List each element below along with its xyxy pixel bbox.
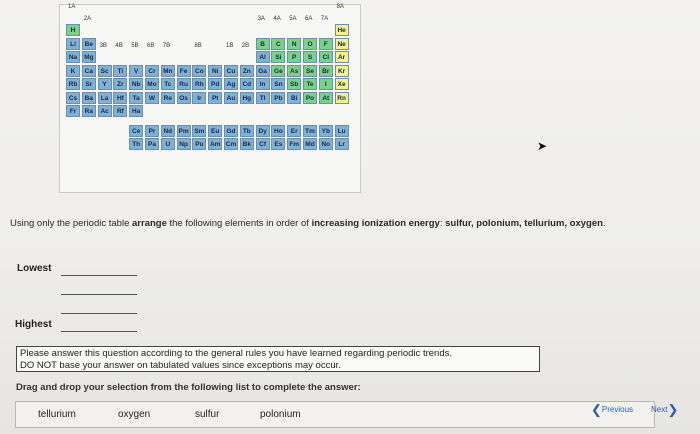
element-be: Be	[82, 38, 96, 50]
element-si: Si	[271, 51, 285, 63]
element-lr: Lr	[335, 138, 349, 150]
element-h: H	[66, 24, 80, 36]
element-dy: Dy	[256, 125, 270, 137]
answer-slot-4[interactable]	[61, 331, 137, 332]
element-ta: Ta	[129, 92, 143, 104]
question-text: Using only the periodic table arrange the following elements in order of increasing ionization energy: sulfur, polonium, tellurium, oxygen.	[10, 218, 606, 229]
element-ag: Ag	[224, 78, 238, 90]
group-label-g1: 1A	[68, 4, 76, 10]
group-label-t11: 1B	[226, 43, 234, 49]
element-cu: Cu	[224, 65, 238, 77]
element-tb: Tb	[240, 125, 254, 137]
element-at: At	[319, 92, 333, 104]
element-cs: Cs	[66, 92, 80, 104]
group-label-t7: 7B	[162, 43, 171, 49]
element-y: Y	[98, 78, 112, 90]
previous-button[interactable]: ❮Previous	[591, 402, 634, 417]
element-hf: Hf	[113, 92, 127, 104]
element-cr: Cr	[145, 65, 159, 77]
element-te: Te	[303, 78, 317, 90]
element-th: Th	[129, 138, 143, 150]
element-cd: Cd	[240, 78, 254, 90]
answer-options-tray	[15, 401, 655, 428]
element-zr: Zr	[113, 78, 127, 90]
element-rh: Rh	[192, 78, 206, 90]
element-pb: Pb	[271, 92, 285, 104]
element-fm: Fm	[287, 138, 301, 150]
element-po: Po	[303, 92, 317, 104]
group-label-t5: 5B	[131, 43, 139, 49]
group-label-g2: 2A	[83, 16, 92, 22]
element-in: In	[256, 78, 270, 90]
element-md: Md	[303, 138, 317, 150]
element-ac: Ac	[98, 105, 112, 117]
instruction-note	[16, 346, 540, 372]
element-ga: Ga	[256, 65, 270, 77]
element-es: Es	[271, 138, 285, 150]
element-am: Am	[208, 138, 222, 150]
element-os: Os	[177, 92, 191, 104]
group-label-g16: 6A	[305, 16, 313, 22]
element-ca: Ca	[82, 65, 96, 77]
element-pt: Pt	[208, 92, 222, 104]
element-he: He	[335, 24, 349, 36]
element-tm: Tm	[303, 125, 317, 137]
option-tellurium[interactable]: tellurium	[38, 409, 76, 420]
element-sn: Sn	[271, 78, 285, 90]
element-bk: Bk	[240, 138, 254, 150]
element-zn: Zn	[240, 65, 254, 77]
element-bi: Bi	[287, 92, 301, 104]
chevron-right-icon: ❯	[667, 402, 679, 417]
element-rf: Rf	[113, 105, 127, 117]
element-ni: Ni	[208, 65, 222, 77]
group-label-t12: 2B	[241, 43, 250, 49]
group-label-g18: 8A	[336, 4, 344, 10]
element-w: W	[145, 92, 159, 104]
element-na: Na	[66, 51, 80, 63]
element-yb: Yb	[319, 125, 333, 137]
element-ra: Ra	[82, 105, 96, 117]
element-cl: Cl	[319, 51, 333, 63]
element-i: I	[319, 78, 333, 90]
element-no: No	[319, 138, 333, 150]
element-u: U	[161, 138, 175, 150]
group-label-g15: 5A	[289, 16, 297, 22]
element-p: P	[287, 51, 301, 63]
element-cm: Cm	[224, 138, 238, 150]
element-ir: Ir	[192, 92, 206, 104]
element-kr: Kr	[335, 65, 349, 77]
element-pr: Pr	[145, 125, 159, 137]
element-ti: Ti	[113, 65, 127, 77]
element-tc: Tc	[161, 78, 175, 90]
element-n: N	[287, 38, 301, 50]
note-line-2: DO NOT base your answer on tabulated values since exceptions may occur.	[20, 360, 341, 371]
element-b: B	[256, 38, 270, 50]
element-au: Au	[224, 92, 238, 104]
element-sb: Sb	[287, 78, 301, 90]
option-oxygen[interactable]: oxygen	[118, 409, 151, 420]
element-pu: Pu	[192, 138, 206, 150]
element-pm: Pm	[177, 125, 191, 137]
group-label-g14: 4A	[273, 16, 281, 22]
chevron-left-icon: ❮	[591, 402, 602, 417]
element-mg: Mg	[82, 51, 96, 63]
element-ne: Ne	[335, 38, 349, 50]
element-li: Li	[66, 38, 80, 50]
element-fe: Fe	[177, 65, 191, 77]
answer-slot-2[interactable]	[61, 294, 137, 295]
answer-slot-1[interactable]	[61, 275, 137, 276]
element-eu: Eu	[208, 125, 222, 137]
element-gd: Gd	[224, 125, 238, 137]
element-nd: Nd	[161, 125, 175, 137]
group-label-g13: 3A	[257, 16, 265, 22]
element-v: V	[129, 65, 143, 77]
element-se: Se	[303, 65, 317, 77]
element-rn: Rn	[335, 92, 349, 104]
option-sulfur[interactable]: sulfur	[195, 409, 220, 420]
next-button[interactable]: Next❯	[651, 402, 679, 417]
element-mn: Mn	[161, 65, 175, 77]
element-ce: Ce	[129, 125, 143, 137]
element-ha: Ha	[129, 105, 143, 117]
note-line-1: Please answer this question according to the general rules you have learned regarding periodic trends.	[20, 348, 452, 359]
element-re: Re	[161, 92, 175, 104]
drag-instructions: Drag and drop your selection from the following list to complete the answer:	[16, 382, 361, 393]
element-ho: Ho	[271, 125, 285, 137]
element-tl: Tl	[256, 92, 270, 104]
element-fr: Fr	[66, 105, 80, 117]
element-rb: Rb	[66, 78, 80, 90]
element-hg: Hg	[240, 92, 254, 104]
element-mo: Mo	[145, 78, 159, 90]
element-xe: Xe	[335, 78, 349, 90]
element-o: O	[303, 38, 317, 50]
element-as: As	[287, 65, 301, 77]
element-co: Co	[192, 65, 206, 77]
element-sr: Sr	[82, 78, 96, 90]
element-ba: Ba	[82, 92, 96, 104]
element-ar: Ar	[335, 51, 349, 63]
element-ge: Ge	[271, 65, 285, 77]
highest-label: Highest	[15, 319, 52, 330]
element-sc: Sc	[98, 65, 112, 77]
element-cf: Cf	[256, 138, 270, 150]
element-ru: Ru	[177, 78, 191, 90]
group-label-g17: 7A	[320, 16, 329, 22]
mouse-cursor-icon: ➤	[537, 139, 548, 153]
element-sm: Sm	[192, 125, 206, 137]
element-br: Br	[319, 65, 333, 77]
element-pa: Pa	[145, 138, 159, 150]
lowest-label: Lowest	[17, 263, 52, 274]
group-label-t8: 8B	[194, 43, 202, 49]
element-er: Er	[287, 125, 301, 137]
element-lu: Lu	[335, 125, 349, 137]
element-np: Np	[177, 138, 191, 150]
element-pd: Pd	[208, 78, 222, 90]
element-nb: Nb	[129, 78, 143, 90]
element-la: La	[98, 92, 112, 104]
element-c: C	[271, 38, 285, 50]
element-s: S	[303, 51, 317, 63]
element-k: K	[66, 65, 80, 77]
group-label-t6: 6B	[147, 43, 155, 49]
group-label-t3: 3B	[99, 43, 107, 49]
option-polonium[interactable]: polonium	[260, 409, 301, 420]
answer-slot-3[interactable]	[61, 313, 137, 314]
group-label-t4: 4B	[115, 43, 123, 49]
element-f: F	[319, 38, 333, 50]
element-al: Al	[256, 51, 270, 63]
